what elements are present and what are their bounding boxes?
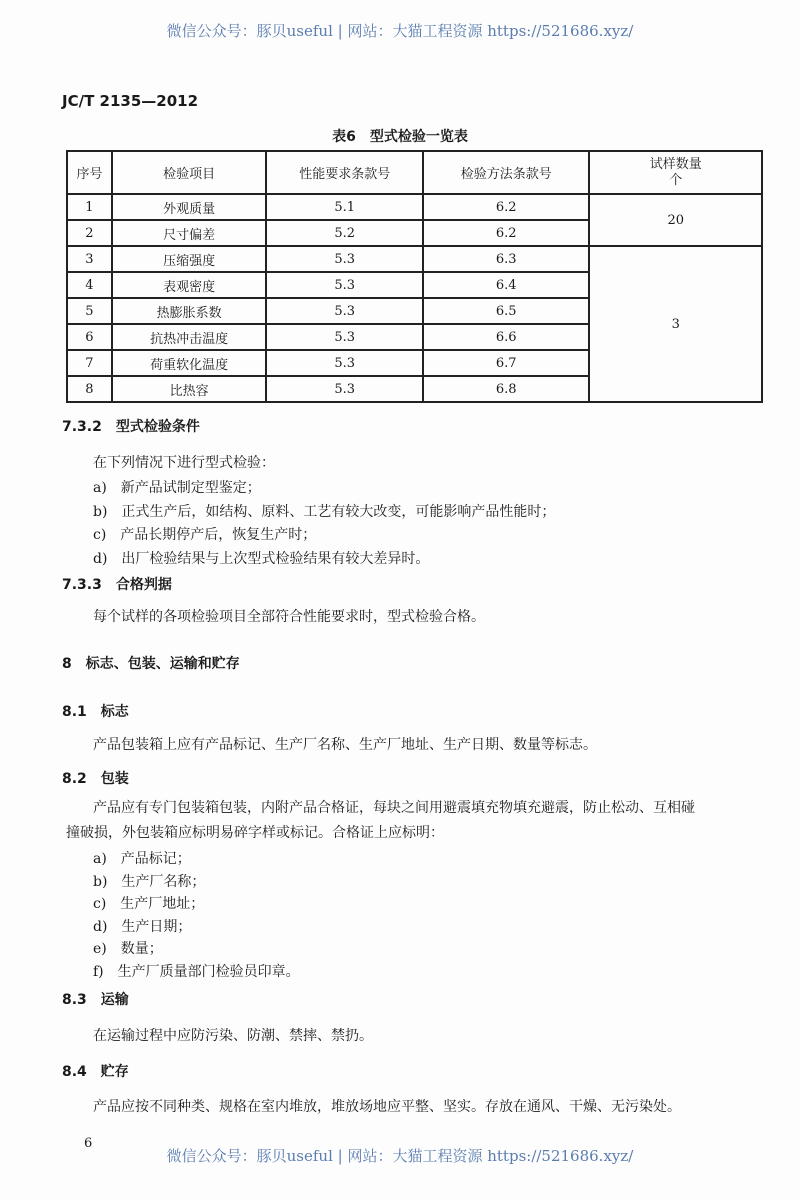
table-cell: 5.1 xyxy=(266,194,423,220)
table-cell: 5.3 xyxy=(266,246,423,272)
table-cell: 4 xyxy=(67,272,112,298)
section-7-3-3-title: 7.3.3 合格判据 xyxy=(62,577,172,593)
table-cell: 5.3 xyxy=(266,376,423,402)
table-cell: 6.4 xyxy=(423,272,590,298)
section-8-2-text-2: 撞破损，外包装箱应标明易碎字样或标记。合格证上应标明： xyxy=(66,825,444,841)
inspection-table xyxy=(66,150,763,403)
col-header: 性能要求条款号 xyxy=(266,151,423,194)
section-8-1-text: 产品包装箱上应有产品标记、生产厂名称、生产厂地址、生产日期、数量等标志。 xyxy=(93,737,597,753)
section-8-title: 8 标志、包装、运输和贮存 xyxy=(62,656,240,672)
section-7-3-3-text: 每个试样的各项检验项目全部符合性能要求时，型式检验合格。 xyxy=(93,609,485,625)
table-header-row xyxy=(67,151,762,194)
list-item: f) 生产厂质量部门检验员印章。 xyxy=(93,963,300,980)
table-cell: 5 xyxy=(67,298,112,324)
table-cell: 6.2 xyxy=(423,220,590,246)
table-row xyxy=(67,246,762,272)
section-8-1-title: 8.1 标志 xyxy=(62,704,129,720)
watermark-bottom: 微信公众号：豚贝useful | 网站：大猫工程资源 https://521686.xyz/ xyxy=(166,1147,634,1165)
col-header: 检验方法条款号 xyxy=(423,151,590,194)
table-cell: 压缩强度 xyxy=(112,246,267,272)
list-item: b) 生产厂名称； xyxy=(93,873,206,890)
section-8-4-title: 8.4 贮存 xyxy=(62,1064,129,1080)
table-title: 表6 型式检验一览表 xyxy=(332,129,468,145)
table-cell: 热膨胀系数 xyxy=(112,298,267,324)
table-cell: 5.3 xyxy=(266,298,423,324)
list-item: e) 数量； xyxy=(93,941,163,957)
table-cell: 3 xyxy=(67,246,112,272)
col-header: 序号 xyxy=(67,151,112,194)
table-cell: 6.5 xyxy=(423,298,590,324)
table-cell: 比热容 xyxy=(112,376,267,402)
table-cell: 外观质量 xyxy=(112,194,267,220)
table-cell: 2 xyxy=(67,220,112,246)
section-8-3-title: 8.3 运输 xyxy=(62,992,129,1008)
section-8-2-text-1: 产品应有专门包装箱包装，内附产品合格证，每块之间用避震填充物填充避震，防止松动、互相碰 xyxy=(93,800,695,816)
table-cell: 表观密度 xyxy=(112,272,267,298)
table-cell: 5.3 xyxy=(266,272,423,298)
table-cell: 6 xyxy=(67,324,112,350)
table-cell: 5.3 xyxy=(266,324,423,350)
list-item: a) 新产品试制定型鉴定； xyxy=(93,480,261,496)
sample-count-cell: 3 xyxy=(589,246,762,402)
table-cell: 6.7 xyxy=(423,350,590,376)
list-item: d) 生产日期； xyxy=(93,918,192,935)
table-cell: 5.2 xyxy=(266,220,423,246)
list-item: c) 生产厂地址； xyxy=(93,896,205,912)
list-item: d) 出厂检验结果与上次型式检验结果有较大差异时。 xyxy=(93,550,430,567)
watermark-top: 微信公众号：豚贝useful | 网站：大猫工程资源 https://521686.xyz/ xyxy=(166,22,634,40)
table-cell: 6.6 xyxy=(423,324,590,350)
page-number: 6 xyxy=(84,1136,93,1151)
section-8-2-title: 8.2 包装 xyxy=(62,771,129,787)
table-cell: 6.8 xyxy=(423,376,590,402)
section-7-3-2-intro: 在下列情况下进行型式检验： xyxy=(93,455,275,471)
list-item: a) 产品标记； xyxy=(93,851,191,867)
table-cell: 荷重软化温度 xyxy=(112,350,267,376)
table-row xyxy=(67,194,762,220)
table-cell: 8 xyxy=(67,376,112,402)
list-item: c) 产品长期停产后，恢复生产时； xyxy=(93,527,317,543)
table-cell: 7 xyxy=(67,350,112,376)
col-header: 试样数量 个 xyxy=(589,151,762,194)
sample-count-cell: 20 xyxy=(589,194,762,246)
table-cell: 抗热冲击温度 xyxy=(112,324,267,350)
standard-header: JC/T 2135—2012 xyxy=(62,92,199,110)
col-header: 检验项目 xyxy=(112,151,267,194)
table-cell: 6.3 xyxy=(423,246,590,272)
section-8-3-text: 在运输过程中应防污染、防潮、禁摔、禁扔。 xyxy=(93,1028,373,1044)
table-cell: 尺寸偏差 xyxy=(112,220,267,246)
list-item: b) 正式生产后，如结构、原料、工艺有较大改变，可能影响产品性能时； xyxy=(93,503,556,520)
table-cell: 6.2 xyxy=(423,194,590,220)
section-8-4-text: 产品应按不同种类、规格在室内堆放，堆放场地应平整、坚实。存放在通风、干燥、无污染处。 xyxy=(93,1099,681,1115)
section-7-3-2-title: 7.3.2 型式检验条件 xyxy=(62,419,200,435)
table-cell: 5.3 xyxy=(266,350,423,376)
table-cell: 1 xyxy=(67,194,112,220)
